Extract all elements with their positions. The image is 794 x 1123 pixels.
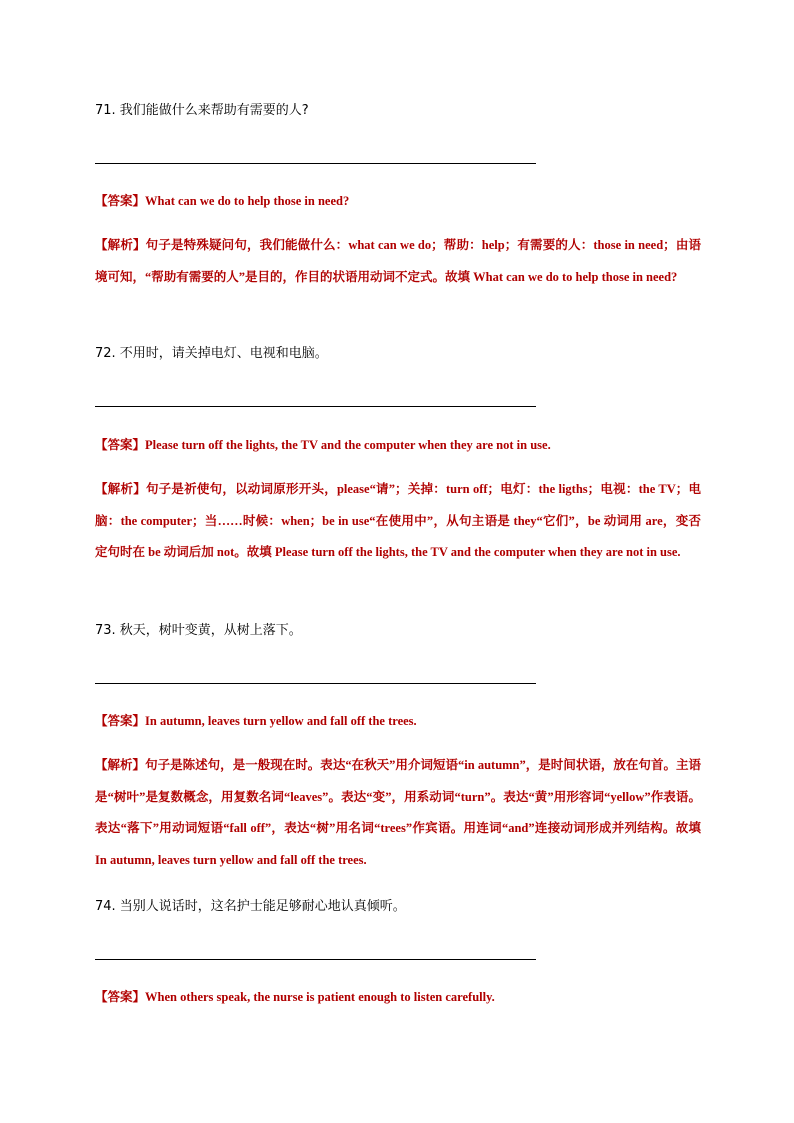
answer-line-72 [95, 406, 536, 407]
answer-tag: 【答案】 [95, 714, 146, 728]
answer-text: In autumn, leaves turn yellow and fall off the trees. [145, 714, 417, 728]
answer-tag: 【答案】 [95, 438, 146, 452]
explanation-72 [95, 474, 701, 569]
answer-text: Please turn off the lights, the TV and the computer when they are not in use. [145, 438, 551, 452]
explanation-text: 句子是特殊疑问句，我们能做什么：what can we do；帮助：help；有需要的人：those in need；由语境可知，“帮助有需要的人”是目的，作目的状语用动词不定式。故填 What can we do to help those in need? [95, 238, 701, 284]
answer-73 [95, 712, 701, 730]
answer-line-74 [95, 959, 536, 960]
answer-text: What can we do to help those in need? [145, 194, 350, 208]
explanation-text: 句子是祈使句，以动词原形开头，please“请”；关掉：turn off；电灯：the ligths；电视：the TV；电脑：the computer；当……时候：when；be in use“在使用中”，从句主语是 they“它们”，be 动词用 are，变否定句时在 be 动词后加 not。故填 Please turn off the lights, the TV and the computer when they are not in use. [95, 482, 701, 559]
question-74: 74. 当别人说话时，这名护士能足够耐心地认真倾听。 [95, 899, 406, 914]
answer-72 [95, 436, 701, 454]
answer-74 [95, 988, 701, 1006]
explanation-text: 句子是陈述句，是一般现在时。表达“在秋天”用介词短语“in autumn”，是时间状语，放在句首。主语是“树叶”是复数概念，用复数名词“leaves”。表达“变”，用系动词“turn”。表达“黄”用形容词“yellow”作表语。表达“落下”用动词短语“fall off”，表达“树”用名词“trees”作宾语。用连词“and”连接动词形成并列结构。故填 In autumn, leaves turn yellow and fall off the trees. [95, 758, 701, 867]
explanation-tag: 【解析】 [95, 758, 146, 772]
answer-71 [95, 192, 701, 210]
explanation-tag: 【解析】 [95, 238, 146, 252]
explanation-71 [95, 230, 701, 293]
question-72: 72. 不用时，请关掉电灯、电视和电脑。 [95, 346, 328, 361]
explanation-tag: 【解析】 [95, 482, 146, 496]
answer-line-71 [95, 163, 536, 164]
answer-text: When others speak, the nurse is patient enough to listen carefully. [145, 990, 495, 1004]
question-73: 73. 秋天，树叶变黄，从树上落下。 [95, 623, 302, 638]
answer-tag: 【答案】 [95, 990, 146, 1004]
answer-tag: 【答案】 [95, 194, 146, 208]
answer-line-73 [95, 683, 536, 684]
explanation-73 [95, 750, 701, 876]
question-71: 71. 我们能做什么来帮助有需要的人? [95, 103, 309, 118]
